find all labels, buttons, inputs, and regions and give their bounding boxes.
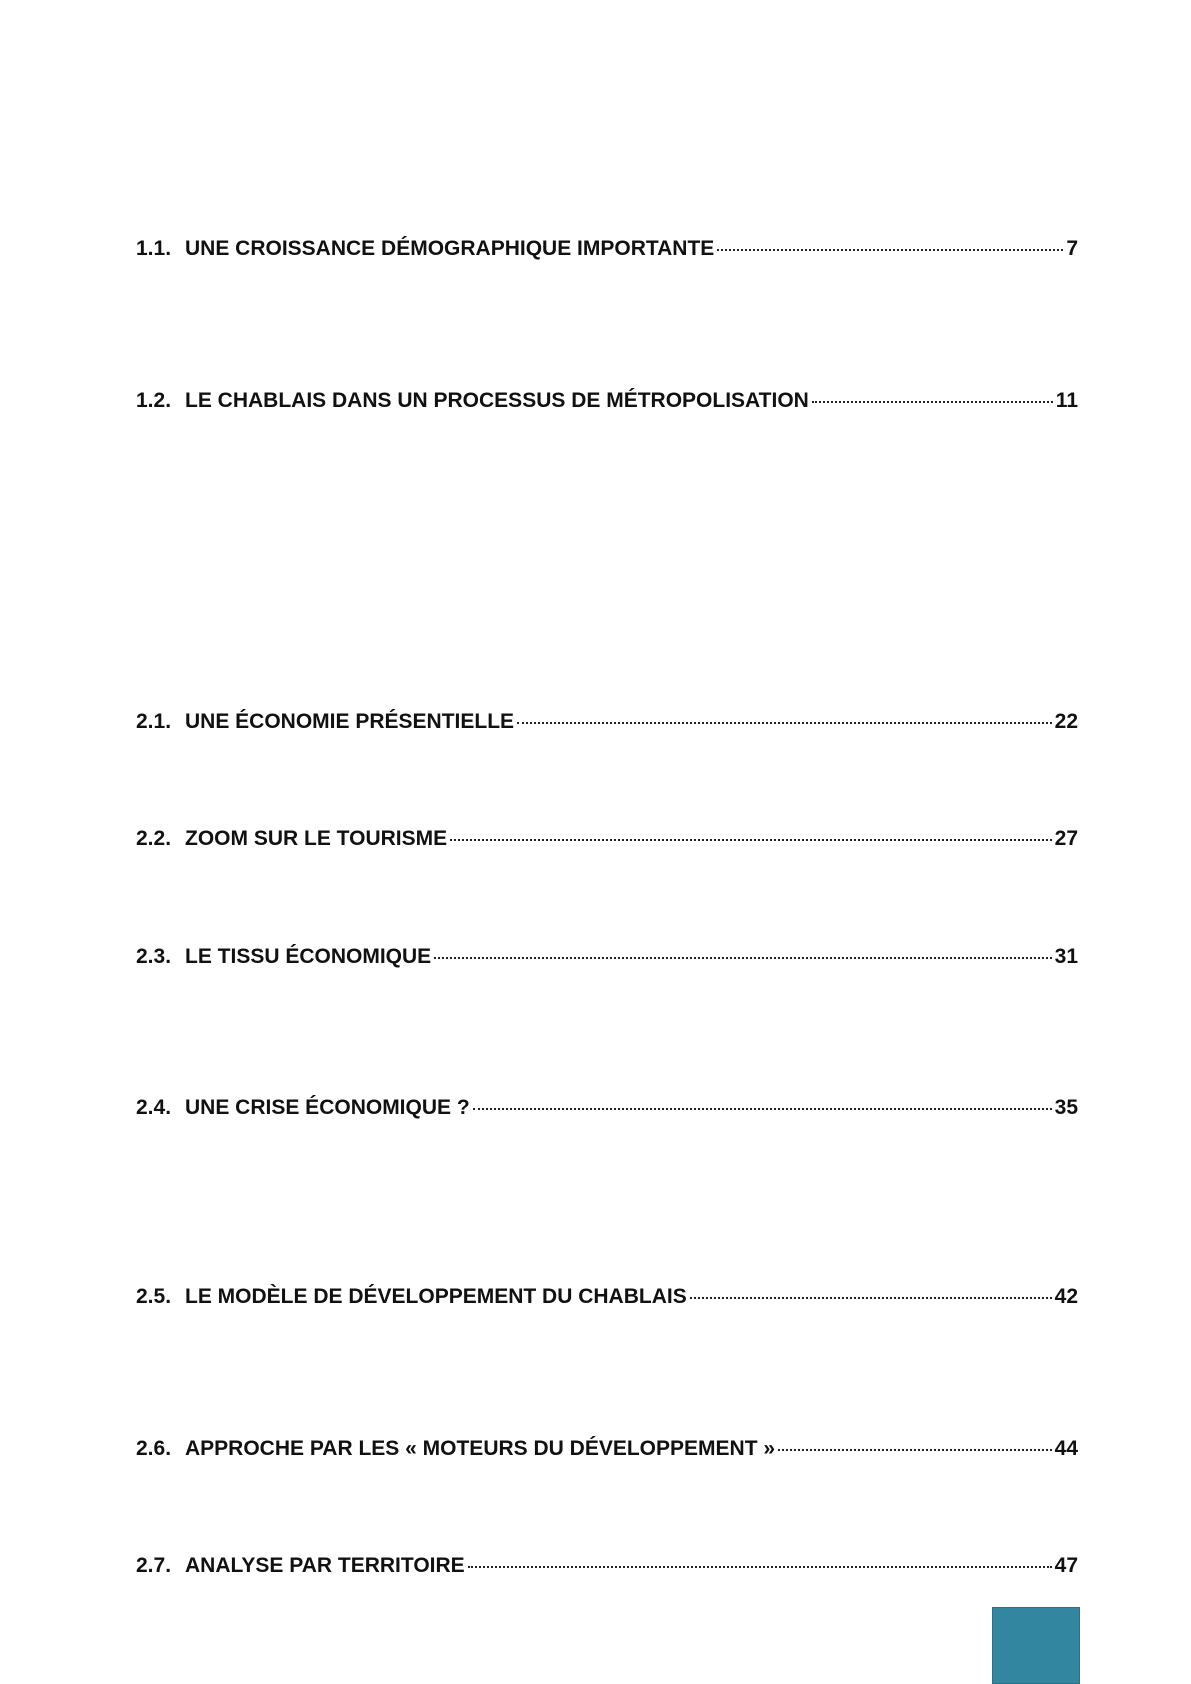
- toc-entry-page-number: 27: [1054, 827, 1078, 850]
- toc-entry-title: UNE CRISE ÉCONOMIQUE ?: [185, 1096, 470, 1119]
- toc-entry-title: APPROCHE PAR LES « MOTEURS DU DÉVELOPPEMENT »: [185, 1437, 776, 1460]
- toc-entry-title: LE MODÈLE DE DÉVELOPPEMENT DU CHABLAIS: [185, 1285, 687, 1308]
- toc-entry-page-number: 11: [1055, 389, 1078, 412]
- toc-entry-page-number: 7: [1066, 237, 1078, 260]
- toc-entry-title: UNE CROISSANCE DÉMOGRAPHIQUE IMPORTANTE: [185, 237, 715, 260]
- toc-entry-number: 2.6.: [136, 1437, 172, 1460]
- toc-dot-leader: [434, 955, 1051, 959]
- toc-entry[interactable]: [136, 707, 1078, 737]
- toc-entry-title: ANALYSE PAR TERRITOIRE: [185, 1554, 465, 1577]
- toc-entry-number: 2.5.: [136, 1285, 172, 1308]
- toc-entry[interactable]: [136, 1093, 1078, 1123]
- toc-entry[interactable]: [136, 1551, 1078, 1581]
- toc-entry-number: 2.1.: [136, 710, 172, 733]
- toc-dot-leader: [517, 720, 1052, 724]
- toc-entry-page-number: 31: [1054, 945, 1078, 968]
- toc-entry[interactable]: [136, 1434, 1078, 1464]
- toc-entry-title: ZOOM SUR LE TOURISME: [185, 827, 448, 850]
- toc-entry-title: LE CHABLAIS DANS UN PROCESSUS DE MÉTROPOLISATION: [185, 389, 809, 412]
- toc-entry[interactable]: [136, 1282, 1078, 1312]
- toc-entry-title: UNE ÉCONOMIE PRÉSENTIELLE: [185, 710, 515, 733]
- toc-entry-page-number: 35: [1054, 1096, 1078, 1119]
- toc-dot-leader: [717, 247, 1063, 251]
- toc-dot-leader: [450, 837, 1052, 841]
- toc-entry[interactable]: [136, 942, 1078, 972]
- toc-entry-page-number: 47: [1054, 1554, 1078, 1577]
- toc-dot-leader: [468, 1564, 1052, 1568]
- toc-entry[interactable]: [136, 234, 1078, 264]
- toc-entry-number: 2.3.: [136, 945, 172, 968]
- toc-entry-number: 1.1.: [136, 237, 172, 260]
- toc-dot-leader: [690, 1295, 1052, 1299]
- toc-entry-number: 2.7.: [136, 1554, 172, 1577]
- toc-entry-page-number: 22: [1054, 710, 1078, 733]
- toc-entry[interactable]: [136, 386, 1078, 416]
- toc-dot-leader: [812, 399, 1053, 403]
- page-number-tab: [992, 1607, 1080, 1684]
- toc-entry[interactable]: [136, 824, 1078, 854]
- toc-entry-page-number: 42: [1054, 1285, 1078, 1308]
- toc-entry-page-number: 44: [1054, 1437, 1078, 1460]
- toc-entry-number: 2.4.: [136, 1096, 172, 1119]
- toc-entry-title: LE TISSU ÉCONOMIQUE: [185, 945, 432, 968]
- toc-entry-number: 2.2.: [136, 827, 172, 850]
- toc-entry-number: 1.2.: [136, 389, 172, 412]
- toc-dot-leader: [778, 1447, 1052, 1451]
- toc-dot-leader: [473, 1106, 1052, 1110]
